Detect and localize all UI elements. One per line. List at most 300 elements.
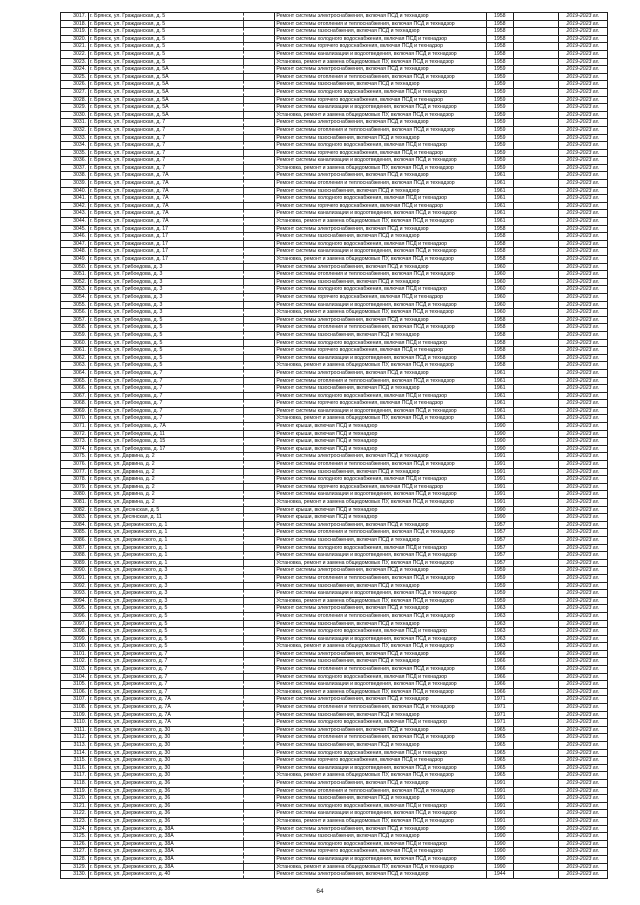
spacer-cell <box>513 840 558 848</box>
work-type-cell: Ремонт системы газоснабжения, включая ПСД и технадзор <box>275 711 486 719</box>
table-row <box>61 673 608 681</box>
row-number-cell: 3046. <box>61 233 89 241</box>
spacer-cell <box>244 324 275 332</box>
period-cell: 2019-2023 гг. <box>558 855 607 863</box>
spacer-cell <box>244 688 275 696</box>
work-type-cell: Ремонт системы горячего водоснабжения, включая ПСД и технадзор <box>275 400 486 408</box>
table-row <box>61 248 608 256</box>
address-cell: г. Брянск, ул. Дзержинского, д. 3 <box>89 567 244 575</box>
row-number-cell: 3113. <box>61 742 89 750</box>
spacer-cell <box>513 377 558 385</box>
work-type-cell: Ремонт крыши, включая ПСД и технадзор <box>275 514 486 522</box>
row-number-cell: 3083. <box>61 514 89 522</box>
row-number-cell: 3114. <box>61 749 89 757</box>
spacer-cell <box>513 438 558 446</box>
table-row <box>61 757 608 765</box>
address-cell: г. Брянск, ул. Грибоедова, д. 5 <box>89 362 244 370</box>
period-cell: 2019-2023 гг. <box>558 461 607 469</box>
build-year-cell: 1991 <box>486 810 513 818</box>
work-type-cell: Установка, ремонт и замена общедомовых ПУ, включая ПСД и технадзор <box>275 817 486 825</box>
work-type-cell: Ремонт системы горячего водоснабжения, включая ПСД и технадзор <box>275 347 486 355</box>
row-number-cell: 3081. <box>61 499 89 507</box>
spacer-cell <box>244 81 275 89</box>
spacer-cell <box>513 795 558 803</box>
spacer-cell <box>244 309 275 317</box>
build-year-cell: 1959 <box>486 597 513 605</box>
spacer-cell <box>244 711 275 719</box>
spacer-cell <box>513 20 558 28</box>
address-cell: г. Брянск, ул. Грибоедова, д. 11 <box>89 430 244 438</box>
spacer-cell <box>513 468 558 476</box>
period-cell: 2019-2023 гг. <box>558 377 607 385</box>
work-type-cell: Ремонт системы газоснабжения, включая ПСД и технадзор <box>275 742 486 750</box>
row-number-cell: 3096. <box>61 612 89 620</box>
row-number-cell: 3076. <box>61 461 89 469</box>
address-cell: г. Брянск, ул. Дзержинского, д. 7 <box>89 666 244 674</box>
build-year-cell: 1944 <box>486 871 513 879</box>
spacer-cell <box>244 476 275 484</box>
table-row <box>61 407 608 415</box>
table-row <box>61 802 608 810</box>
spacer-cell <box>513 240 558 248</box>
build-year-cell: 1959 <box>486 88 513 96</box>
spacer-cell <box>244 461 275 469</box>
address-cell: г. Брянск, ул. Грибоедова, д. 3 <box>89 271 244 279</box>
work-type-cell: Ремонт системы горячего водоснабжения, включая ПСД и технадзор <box>275 848 486 856</box>
spacer-cell <box>244 650 275 658</box>
spacer-cell <box>244 400 275 408</box>
period-cell: 2019-2023 гг. <box>558 590 607 598</box>
work-type-cell: Установка, ремонт и замена общедомовых ПУ, включая ПСД и технадзор <box>275 256 486 264</box>
table-row <box>61 666 608 674</box>
row-number-cell: 3068. <box>61 400 89 408</box>
row-number-cell: 3095. <box>61 605 89 613</box>
build-year-cell: 1963 <box>486 628 513 636</box>
table-row <box>61 810 608 818</box>
table-row <box>61 590 608 598</box>
address-cell: г. Брянск, ул. Дзержинского, д. 36 <box>89 817 244 825</box>
address-cell: г. Брянск, ул. Гражданская, д. 7 <box>89 142 244 150</box>
build-year-cell: 1959 <box>486 81 513 89</box>
row-number-cell: 3022. <box>61 50 89 58</box>
work-type-cell: Ремонт системы отопления и теплоснабжения, включая ПСД и технадзор <box>275 377 486 385</box>
work-type-cell: Ремонт системы отопления и теплоснабжения, включая ПСД и технадзор <box>275 734 486 742</box>
row-number-cell: 3029. <box>61 104 89 112</box>
build-year-cell: 1961 <box>486 392 513 400</box>
table-row <box>61 825 608 833</box>
table-row <box>61 628 608 636</box>
spacer-cell <box>244 772 275 780</box>
spacer-cell <box>513 802 558 810</box>
build-year-cell: 1961 <box>486 377 513 385</box>
spacer-cell <box>513 134 558 142</box>
row-number-cell: 3044. <box>61 218 89 226</box>
table-row <box>61 66 608 74</box>
row-number-cell: 3099. <box>61 635 89 643</box>
spacer-cell <box>513 681 558 689</box>
table-row <box>61 423 608 431</box>
spacer-cell <box>244 673 275 681</box>
period-cell: 2019-2023 гг. <box>558 28 607 36</box>
period-cell: 2019-2023 гг. <box>558 195 607 203</box>
build-year-cell: 1990 <box>486 430 513 438</box>
period-cell: 2019-2023 гг. <box>558 468 607 476</box>
period-cell: 2019-2023 гг. <box>558 309 607 317</box>
row-number-cell: 3047. <box>61 240 89 248</box>
work-type-cell: Ремонт системы горячего водоснабжения, включая ПСД и технадзор <box>275 43 486 51</box>
work-type-cell: Ремонт системы электроснабжения, включая ПСД и технадзор <box>275 225 486 233</box>
work-type-cell: Ремонт системы газоснабжения, включая ПСД и технадзор <box>275 28 486 36</box>
spacer-cell <box>513 529 558 537</box>
address-cell: г. Брянск, ул. Грибоедова, д. 7 <box>89 415 244 423</box>
build-year-cell: 1990 <box>486 506 513 514</box>
spacer-cell <box>513 263 558 271</box>
spacer-cell <box>513 104 558 112</box>
address-cell: г. Брянск, ул. Дзержинского, д. 1 <box>89 559 244 567</box>
spacer-cell <box>244 445 275 453</box>
row-number-cell: 3108. <box>61 704 89 712</box>
build-year-cell: 1991 <box>486 453 513 461</box>
spacer-cell <box>244 210 275 218</box>
table-row <box>61 696 608 704</box>
build-year-cell: 1958 <box>486 240 513 248</box>
row-number-cell: 3064. <box>61 369 89 377</box>
build-year-cell: 1957 <box>486 521 513 529</box>
period-cell: 2019-2023 гг. <box>558 256 607 264</box>
build-year-cell: 1961 <box>486 210 513 218</box>
works-table-sheet <box>60 12 608 879</box>
period-cell: 2019-2023 гг. <box>558 559 607 567</box>
spacer-cell <box>513 453 558 461</box>
address-cell: г. Брянск, ул. Дзержинского, д. 30 <box>89 764 244 772</box>
address-cell: г. Брянск, ул. Грибоедова, д. 7 <box>89 392 244 400</box>
table-row <box>61 58 608 66</box>
address-cell: г. Брянск, ул. Дзержинского, д. 5 <box>89 620 244 628</box>
spacer-cell <box>513 293 558 301</box>
spacer-cell <box>244 848 275 856</box>
row-number-cell: 3086. <box>61 536 89 544</box>
spacer-cell <box>244 88 275 96</box>
spacer-cell <box>513 180 558 188</box>
table-row <box>61 187 608 195</box>
row-number-cell: 3061. <box>61 347 89 355</box>
address-cell: г. Брянск, ул. Гражданская, д. 5 <box>89 43 244 51</box>
table-row <box>61 597 608 605</box>
build-year-cell: 1958 <box>486 58 513 66</box>
period-cell: 2019-2023 гг. <box>558 43 607 51</box>
build-year-cell: 1991 <box>486 817 513 825</box>
build-year-cell: 1966 <box>486 666 513 674</box>
row-number-cell: 3067. <box>61 392 89 400</box>
work-type-cell: Ремонт системы холодного водоснабжения, включая ПСД и технадзор <box>275 476 486 484</box>
row-number-cell: 3021. <box>61 43 89 51</box>
build-year-cell: 1963 <box>486 605 513 613</box>
spacer-cell <box>513 362 558 370</box>
spacer-cell <box>513 817 558 825</box>
work-type-cell: Ремонт системы электроснабжения, включая ПСД и технадзор <box>275 650 486 658</box>
work-type-cell: Ремонт системы газоснабжения, включая ПСД и технадзор <box>275 233 486 241</box>
address-cell: г. Брянск, ул. Дзержинского, д. 38А <box>89 855 244 863</box>
spacer-cell <box>513 400 558 408</box>
address-cell: г. Брянск, ул. Дзержинского, д. 36 <box>89 802 244 810</box>
row-number-cell: 3025. <box>61 73 89 81</box>
table-row <box>61 795 608 803</box>
period-cell: 2019-2023 гг. <box>558 650 607 658</box>
period-cell: 2019-2023 гг. <box>558 164 607 172</box>
spacer-cell <box>244 66 275 74</box>
work-type-cell: Ремонт системы газоснабжения, включая ПСД и технадзор <box>275 134 486 142</box>
period-cell: 2019-2023 гг. <box>558 612 607 620</box>
period-cell: 2019-2023 гг. <box>558 111 607 119</box>
row-number-cell: 3017. <box>61 13 89 21</box>
work-type-cell: Установка, ремонт и замена общедомовых ПУ, включая ПСД и технадзор <box>275 58 486 66</box>
work-type-cell: Ремонт системы отопления и теплоснабжения, включая ПСД и технадзор <box>275 574 486 582</box>
row-number-cell: 3051. <box>61 271 89 279</box>
table-row <box>61 271 608 279</box>
spacer-cell <box>244 612 275 620</box>
work-type-cell: Ремонт системы электроснабжения, включая ПСД и технадзор <box>275 825 486 833</box>
build-year-cell: 1958 <box>486 233 513 241</box>
address-cell: г. Брянск, ул. Гражданская, д. 17 <box>89 256 244 264</box>
address-cell: г. Брянск, ул. Дзержинского, д. 3 <box>89 590 244 598</box>
row-number-cell: 3128. <box>61 855 89 863</box>
period-cell: 2019-2023 гг. <box>558 658 607 666</box>
row-number-cell: 3109. <box>61 711 89 719</box>
work-type-cell: Ремонт системы отопления и теплоснабжения, включая ПСД и технадзор <box>275 787 486 795</box>
table-row <box>61 719 608 727</box>
period-cell: 2019-2023 гг. <box>558 81 607 89</box>
work-type-cell: Ремонт системы холодного водоснабжения, включая ПСД и технадзор <box>275 749 486 757</box>
period-cell: 2019-2023 гг. <box>558 407 607 415</box>
build-year-cell: 1965 <box>486 757 513 765</box>
spacer-cell <box>244 726 275 734</box>
build-year-cell: 1959 <box>486 149 513 157</box>
table-row <box>61 218 608 226</box>
spacer-cell <box>513 88 558 96</box>
period-cell: 2019-2023 гг. <box>558 73 607 81</box>
row-number-cell: 3123. <box>61 817 89 825</box>
period-cell: 2019-2023 гг. <box>558 628 607 636</box>
work-type-cell: Ремонт системы электроснабжения, включая ПСД и технадзор <box>275 369 486 377</box>
build-year-cell: 1965 <box>486 734 513 742</box>
spacer-cell <box>244 559 275 567</box>
period-cell: 2019-2023 гг. <box>558 271 607 279</box>
work-type-cell: Ремонт системы канализации и водоотведения, включая ПСД и технадзор <box>275 354 486 362</box>
period-cell: 2019-2023 гг. <box>558 779 607 787</box>
row-number-cell: 3098. <box>61 628 89 636</box>
table-row <box>61 225 608 233</box>
table-row <box>61 73 608 81</box>
address-cell: г. Брянск, ул. Грибоедова, д. 5 <box>89 324 244 332</box>
period-cell: 2019-2023 гг. <box>558 719 607 727</box>
row-number-cell: 3048. <box>61 248 89 256</box>
spacer-cell <box>513 491 558 499</box>
row-number-cell: 3112. <box>61 734 89 742</box>
spacer-cell <box>513 544 558 552</box>
period-cell: 2019-2023 гг. <box>558 362 607 370</box>
row-number-cell: 3094. <box>61 597 89 605</box>
spacer-cell <box>513 567 558 575</box>
build-year-cell: 1960 <box>486 301 513 309</box>
build-year-cell: 1960 <box>486 278 513 286</box>
period-cell: 2019-2023 гг. <box>558 142 607 150</box>
row-number-cell: 3062. <box>61 354 89 362</box>
row-number-cell: 3074. <box>61 445 89 453</box>
spacer-cell <box>244 164 275 172</box>
address-cell: г. Брянск, ул. Гражданская, д. 5 <box>89 50 244 58</box>
build-year-cell: 1959 <box>486 567 513 575</box>
spacer-cell <box>513 574 558 582</box>
build-year-cell: 1958 <box>486 331 513 339</box>
address-cell: г. Брянск, ул. Гражданская, д. 7А <box>89 210 244 218</box>
spacer-cell <box>244 293 275 301</box>
spacer-cell <box>513 620 558 628</box>
period-cell: 2019-2023 гг. <box>558 764 607 772</box>
spacer-cell <box>244 438 275 446</box>
work-type-cell: Ремонт системы газоснабжения, включая ПСД и технадзор <box>275 468 486 476</box>
spacer-cell <box>513 142 558 150</box>
spacer-cell <box>244 13 275 21</box>
spacer-cell <box>513 96 558 104</box>
spacer-cell <box>513 719 558 727</box>
row-number-cell: 3054. <box>61 293 89 301</box>
work-type-cell: Ремонт системы отопления и теплоснабжения, включая ПСД и технадзор <box>275 704 486 712</box>
spacer-cell <box>513 331 558 339</box>
build-year-cell: 1971 <box>486 696 513 704</box>
work-type-cell: Ремонт системы горячего водоснабжения, включая ПСД и технадзор <box>275 293 486 301</box>
spacer-cell <box>244 354 275 362</box>
address-cell: г. Брянск, ул. Дарвина, д. 2 <box>89 483 244 491</box>
row-number-cell: 3063. <box>61 362 89 370</box>
address-cell: г. Брянск, ул. Грибоедова, д. 3 <box>89 263 244 271</box>
spacer-cell <box>244 157 275 165</box>
period-cell: 2019-2023 гг. <box>558 58 607 66</box>
build-year-cell: 1965 <box>486 726 513 734</box>
build-year-cell: 1958 <box>486 13 513 21</box>
works-table <box>60 12 608 879</box>
period-cell: 2019-2023 гг. <box>558 278 607 286</box>
build-year-cell: 1971 <box>486 711 513 719</box>
row-number-cell: 3103. <box>61 666 89 674</box>
table-row <box>61 559 608 567</box>
work-type-cell: Ремонт системы холодного водоснабжения, включая ПСД и технадзор <box>275 195 486 203</box>
address-cell: г. Брянск, ул. Дзержинского, д. 36 <box>89 779 244 787</box>
row-number-cell: 3122. <box>61 810 89 818</box>
address-cell: г. Брянск, ул. Дзержинского, д. 7А <box>89 704 244 712</box>
work-type-cell: Ремонт системы электроснабжения, включая ПСД и технадзор <box>275 119 486 127</box>
spacer-cell <box>244 195 275 203</box>
row-number-cell: 3082. <box>61 506 89 514</box>
build-year-cell: 1961 <box>486 415 513 423</box>
work-type-cell: Ремонт системы электроснабжения, включая ПСД и технадзор <box>275 871 486 879</box>
spacer-cell <box>513 301 558 309</box>
build-year-cell: 1958 <box>486 28 513 36</box>
build-year-cell: 1990 <box>486 445 513 453</box>
spacer-cell <box>513 514 558 522</box>
work-type-cell: Ремонт системы газоснабжения, включая ПСД и технадзор <box>275 187 486 195</box>
spacer-cell <box>513 66 558 74</box>
work-type-cell: Ремонт системы канализации и водоотведения, включая ПСД и технадзор <box>275 104 486 112</box>
spacer-cell <box>513 316 558 324</box>
address-cell: г. Брянск, ул. Гражданская, д. 5А <box>89 66 244 74</box>
row-number-cell: 3033. <box>61 134 89 142</box>
work-type-cell: Ремонт крыши, включая ПСД и технадзор <box>275 445 486 453</box>
spacer-cell <box>513 309 558 317</box>
table-row <box>61 392 608 400</box>
period-cell: 2019-2023 гг. <box>558 347 607 355</box>
table-row <box>61 400 608 408</box>
row-number-cell: 3032. <box>61 126 89 134</box>
table-row <box>61 35 608 43</box>
address-cell: г. Брянск, ул. Грибоедова, д. 5 <box>89 354 244 362</box>
spacer-cell <box>244 271 275 279</box>
work-type-cell: Установка, ремонт и замена общедомовых ПУ, включая ПСД и технадзор <box>275 164 486 172</box>
build-year-cell: 1966 <box>486 681 513 689</box>
period-cell: 2019-2023 гг. <box>558 582 607 590</box>
spacer-cell <box>244 96 275 104</box>
spacer-cell <box>513 13 558 21</box>
table-row <box>61 263 608 271</box>
spacer-cell <box>244 339 275 347</box>
table-row <box>61 871 608 879</box>
build-year-cell: 1960 <box>486 263 513 271</box>
spacer-cell <box>244 696 275 704</box>
works-table-body <box>61 13 608 879</box>
spacer-cell <box>513 210 558 218</box>
spacer-cell <box>244 544 275 552</box>
period-cell: 2019-2023 гг. <box>558 104 607 112</box>
table-row <box>61 764 608 772</box>
table-row <box>61 339 608 347</box>
work-type-cell: Ремонт системы канализации и водоотведения, включая ПСД и технадзор <box>275 810 486 818</box>
spacer-cell <box>513 521 558 529</box>
spacer-cell <box>244 180 275 188</box>
build-year-cell: 1958 <box>486 354 513 362</box>
spacer-cell <box>513 286 558 294</box>
table-row <box>61 301 608 309</box>
table-row <box>61 164 608 172</box>
table-row <box>61 483 608 491</box>
build-year-cell: 1958 <box>486 35 513 43</box>
spacer-cell <box>513 73 558 81</box>
spacer-cell <box>513 256 558 264</box>
row-number-cell: 3065. <box>61 377 89 385</box>
work-type-cell: Ремонт системы канализации и водоотведения, включая ПСД и технадзор <box>275 407 486 415</box>
spacer-cell <box>244 552 275 560</box>
spacer-cell <box>244 734 275 742</box>
spacer-cell <box>513 726 558 734</box>
build-year-cell: 1990 <box>486 848 513 856</box>
build-year-cell: 1991 <box>486 779 513 787</box>
row-number-cell: 3126. <box>61 840 89 848</box>
address-cell: г. Брянск, ул. Дзержинского, д. 5 <box>89 605 244 613</box>
work-type-cell: Ремонт системы канализации и водоотведения, включая ПСД и технадзор <box>275 552 486 560</box>
spacer-cell <box>513 347 558 355</box>
row-number-cell: 3092. <box>61 582 89 590</box>
work-type-cell: Ремонт системы отопления и теплоснабжения, включая ПСД и технадзор <box>275 180 486 188</box>
row-number-cell: 3125. <box>61 833 89 841</box>
table-row <box>61 377 608 385</box>
address-cell: г. Брянск, ул. Гражданская, д. 7 <box>89 119 244 127</box>
table-row <box>61 840 608 848</box>
spacer-cell <box>513 605 558 613</box>
spacer-cell <box>513 58 558 66</box>
row-number-cell: 3024. <box>61 66 89 74</box>
build-year-cell: 1963 <box>486 635 513 643</box>
address-cell: г. Брянск, ул. Дзержинского, д. 3 <box>89 582 244 590</box>
build-year-cell: 1966 <box>486 688 513 696</box>
spacer-cell <box>513 597 558 605</box>
